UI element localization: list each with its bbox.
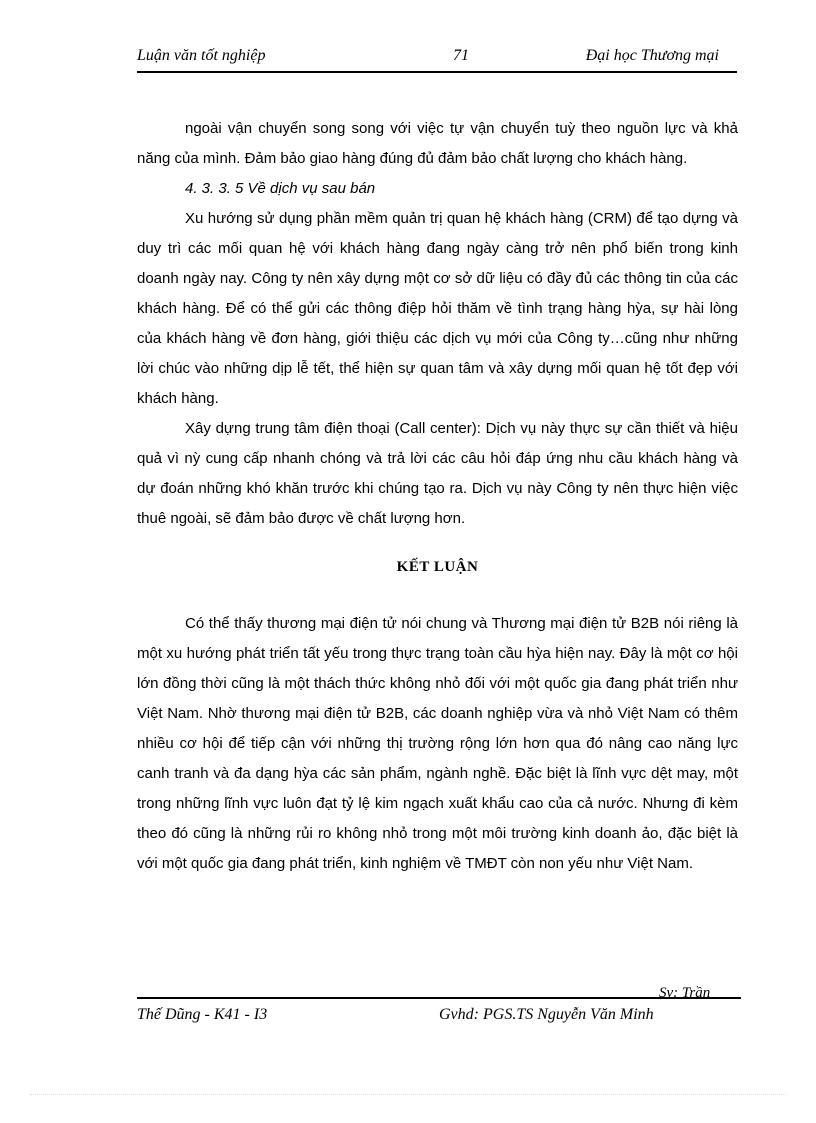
header-thesis-label: Luận văn tốt nghiệp bbox=[137, 47, 266, 64]
page-number: 71 bbox=[453, 47, 469, 64]
subsection-heading: 4. 3. 3. 5 Về dịch vụ sau bán bbox=[185, 180, 376, 197]
footer-advisor: Gvhd: PGS.TS Nguyễn Văn Minh bbox=[439, 1006, 654, 1023]
footer-author-part1: Sv: Trần bbox=[659, 985, 711, 1001]
paragraph-conclusion: Có thể thấy thương mại điện tử nói chung và Thương mại điện tử B2B nói riêng là một xu hướng phát triển tất yếu trong thực trạng toàn cầu hỳa hiện nay. Đây là một cơ hội lớn đồng thời cũng là một thách thức không nhỏ đối với một quốc gia đang phát triển như Việt Nam. Nhờ thương mại điện tử B2B, các doanh nghiệp vừa và nhỏ Việt Nam có thêm nhiều cơ hội để tiếp cận với những thị trường rộng lớn hơn qua đó nâng cao năng lực canh tranh và đa dạng hỳa các sản phẩm, ngành nghề. Đặc biệt là lĩnh vực dệt may, một trong những lĩnh vực luôn đạt tỷ lệ kim ngạch xuất khẩu cao của cả nước. Nhưng đi kèm theo đó cũng là những rủi ro không nhỏ trong một môi trường kinh doanh ảo, đặc biệt là với một quốc gia đang phát triển, kinh nghiệm về TMĐT còn non yếu như Việt Nam. bbox=[137, 615, 738, 872]
page-body bbox=[137, 114, 738, 879]
paragraph-crm: Xu hướng sử dụng phần mềm quản trị quan hệ khách hàng (CRM) để tạo dựng và duy trì các mối quan hệ với khách hàng đang ngày càng trở nên phổ biến trong kinh doanh ngày nay. Công ty nên xây dựng một cơ sở dữ liệu có đầy đủ các thông tin của các khách hàng. Để có thể gửi các thông điệp hỏi thăm về tình trạng hàng hỳa, sự hài lòng của khách hàng về đơn hàng, giới thiệu các dịch vụ mới của Công ty…cũng như những lời chúc vào những dịp lễ tết, thể hiện sự quan tâm và xây dựng mối quan hệ tốt đẹp với khách hàng. bbox=[137, 210, 738, 407]
page-header bbox=[137, 47, 737, 73]
page-footer bbox=[137, 1006, 741, 1028]
header-university: Đại học Thương mại bbox=[585, 47, 719, 64]
footer-author-part2: Thế Dũng - K41 - I3 bbox=[137, 1006, 268, 1023]
footer-divider bbox=[137, 997, 741, 999]
paragraph-call-center: Xây dựng trung tâm điện thoại (Call center): Dịch vụ này thực sự cần thiết và hiệu quả vì nỳ cung cấp nhanh chóng và trả lời các câu hỏi đáp ứng nhu cầu khách hàng và dự đoán những khó khăn trước khi chúng tạo ra. Dịch vụ này Công ty nên thực hiện việc thuê ngoài, sẽ đảm bảo được về chất lượng hơn. bbox=[137, 420, 738, 527]
section-title: KẾT LUẬN bbox=[396, 559, 479, 575]
page-edge bbox=[30, 1094, 786, 1095]
paragraph-continuation: ngoài vận chuyển song song với việc tự vận chuyển tuỳ theo nguồn lực và khả năng của mình. Đảm bảo giao hàng đúng đủ đảm bảo chất lượng cho khách hàng. bbox=[137, 120, 738, 167]
